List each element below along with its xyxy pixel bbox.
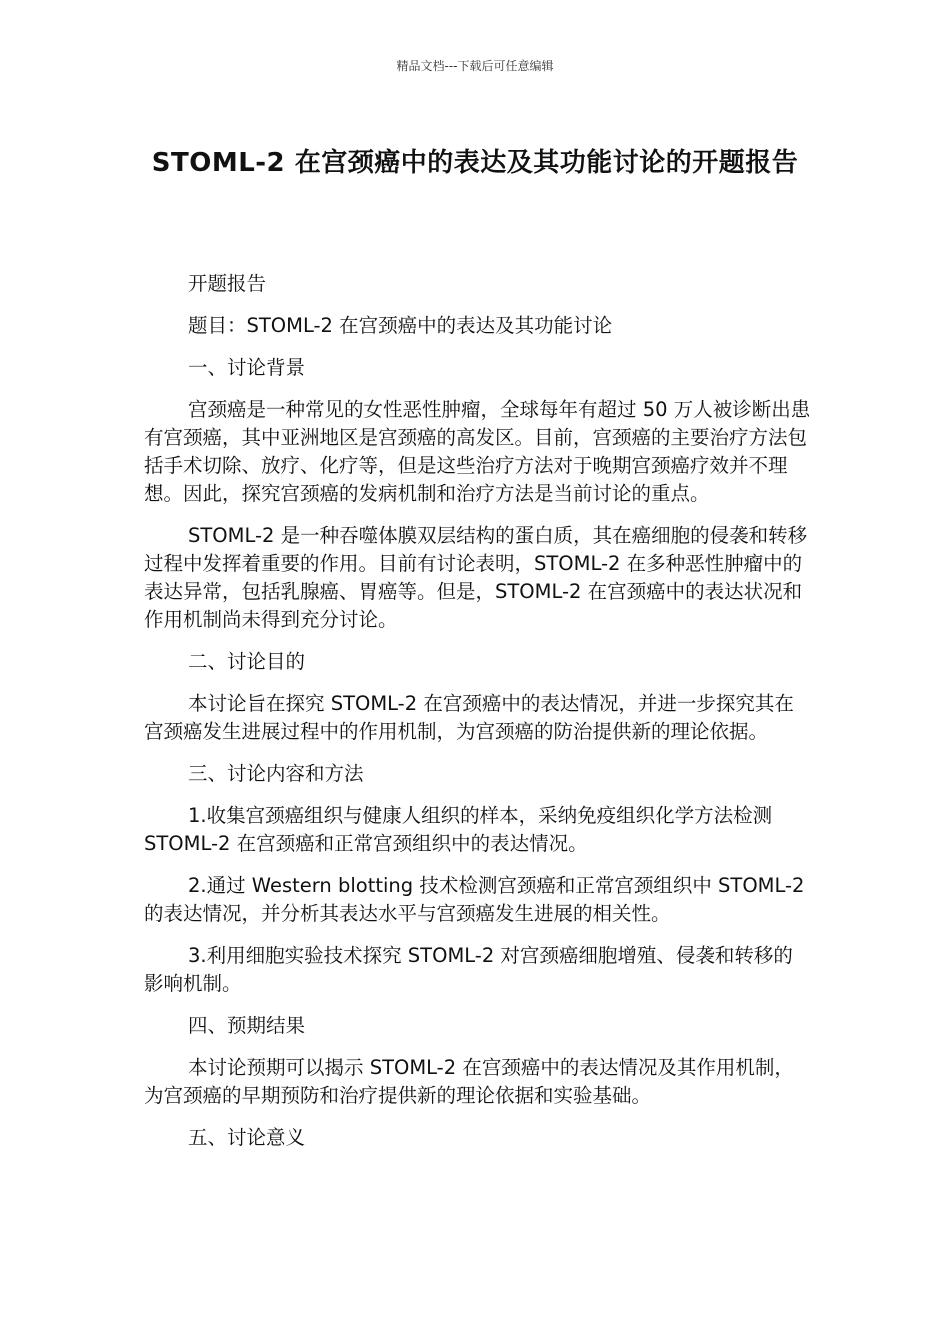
paragraph-purpose: 本讨论旨在探究 STOML-2 在宫颈癌中的表达情况，并进一步探究其在宫颈癌发生进展过程中的作用机制，为宫颈癌的防治提供新的理论依据。 [144,692,794,743]
section-label-report: 开题报告 [188,272,267,295]
document-title: STOML-2 在宫颈癌中的表达及其功能讨论的开题报告 [151,148,799,178]
paragraph-expected-results: 本讨论预期可以揭示 STOML-2 在宫颈癌中的表达情况及其作用机制，为宫颈癌的早期预防和治疗提供新的理论依据和实验基础。 [144,1056,794,1107]
header-note: 精品文档---下载后可任意编辑 [396,59,554,73]
section-heading-methods: 三、讨论内容和方法 [188,762,364,785]
paragraph-background-1: 宫颈癌是一种常见的女性恶性肿瘤，全球每年有超过 50 万人被诊断出患有宫颈癌，其中亚洲地区是宫颈癌的高发区。目前，宫颈癌的主要治疗方法包括手术切除、放疗、化疗等，但是这些治疗方法对于晚期宫颈癌疗效并不理想。因此，探究宫颈癌的发病机制和治疗方法是当前讨论的重点。 [144,398,811,505]
method-item-3: 3.利用细胞实验技术探究 STOML-2 对宫颈癌细胞增殖、侵袭和转移的影响机制。 [144,944,793,995]
method-item-2: 2.通过 Western blotting 技术检测宫颈癌和正常宫颈组织中 STOML-2 的表达情况，并分析其表达水平与宫颈癌发生进展的相关性。 [144,874,805,925]
method-item-1: 1.收集宫颈癌组织与健康人组织的样本，采纳免疫组织化学方法检测 STOML-2 在宫颈癌和正常宫颈组织中的表达情况。 [144,804,773,855]
section-heading-significance: 五、讨论意义 [188,1126,306,1149]
document-body [144,270,812,1166]
paragraph-background-2: STOML-2 是一种吞噬体膜双层结构的蛋白质，其在癌细胞的侵袭和转移过程中发挥着重要的作用。目前有讨论表明，STOML-2 在多种恶性肿瘤中的表达异常，包括乳腺癌、胃癌等。但是，STOML-2 在宫颈癌中的表达状况和作用机制尚未得到充分讨论。 [144,524,808,631]
section-heading-purpose: 二、讨论目的 [188,650,306,673]
section-heading-background: 一、讨论背景 [188,356,306,379]
topic-line: 题目：STOML-2 在宫颈癌中的表达及其功能讨论 [188,314,613,337]
section-heading-expected-results: 四、预期结果 [188,1014,306,1037]
